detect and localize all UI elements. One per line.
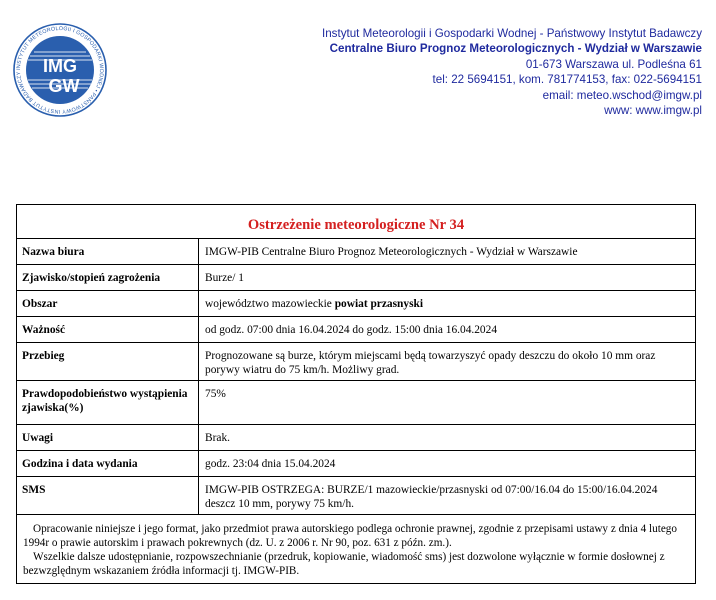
row-value: Burze/ 1 (205, 272, 244, 284)
table-row (17, 343, 695, 381)
row-label: Prawdopodobieństwo wystąpienia zjawiska(%) (17, 381, 199, 424)
row-label: Obszar (17, 291, 199, 316)
row-value (199, 291, 695, 316)
row-label: Zjawisko/stopień zagrożenia (17, 265, 199, 290)
row-value: 75% (205, 388, 226, 400)
table-row (17, 451, 695, 477)
copyright-paragraph: Opracowanie niniejsze i jego format, jako przedmiot prawa autorskiego podlega ochronie prawnej, zgodnie z przepisami ustawy z dnia 4 lutego 1994r o prawie autorskim i prawach pokrewnych (dz. U. z 2006 r. Nr 90, poz. 631 z późn. zm.). (23, 523, 677, 549)
imgw-logo-icon (12, 22, 108, 118)
row-value: od godz. 07:00 dnia 16.04.2024 do godz. 15:00 dnia 16.04.2024 (205, 324, 498, 336)
institute-email[interactable]: email: meteo.wschod@imgw.pl (542, 88, 702, 102)
logo-ring-text: INSTYTUT METEOROLOGII I GOSPODARKI WODNEJ • PAŃSTWOWY INSTYTUT BADAWCZY (15, 25, 105, 115)
institute-name: Instytut Meteorologii i Gospodarki Wodnej - Państwowy Instytut Badawczy (322, 27, 702, 40)
logo-text-top: IMG (43, 56, 77, 76)
row-value: IMGW-PIB OSTRZEGA: BURZE/1 mazowieckie/przasnyski od 07:00/16.04 do 15:00/16.04.2024 deszcz 10 mm, porywy 75 km/h. (205, 484, 658, 510)
table-row (17, 425, 695, 451)
row-label: Przebieg (17, 343, 199, 380)
row-label: Uwagi (17, 425, 199, 450)
area-district: powiat przasnyski (334, 298, 423, 310)
table-row (17, 381, 695, 425)
office-name: Centralne Biuro Prognoz Meteorologicznych - Wydział w Warszawie (329, 42, 702, 56)
row-value: godz. 23:04 dnia 15.04.2024 (205, 458, 336, 470)
row-label: SMS (17, 477, 199, 514)
row-label: Godzina i data wydania (17, 451, 199, 476)
institute-address: 01-673 Warszawa ul. Podleśna 61 (525, 57, 702, 71)
row-value: Prognozowane są burze, którym miejscami będą towarzyszyć opady deszczu do około 10 mm oraz porywy wiatru do 75 km/h. Możliwy grad. (205, 350, 656, 376)
copyright-note (17, 515, 695, 578)
logo-text-bottom: GW (48, 76, 80, 96)
table-row (17, 317, 695, 343)
row-label: Nazwa biura (17, 239, 199, 264)
institute-phone: tel: 22 5694151, kom. 781774153, fax: 022-5694151 (432, 73, 702, 87)
warning-table (16, 204, 696, 584)
institute-header (322, 26, 702, 118)
warning-title: Ostrzeżenie meteorologiczne Nr 34 (17, 205, 695, 239)
distribution-paragraph: Wszelkie dalsze udostępnianie, rozpowszechnianie (przedruk, kopiowanie, wiadomość sms) jest dozwolone wyłącznie w formie dosłownej z bezwzględnym wskazaniem źródła informacji tj. IMGW-PIB. (23, 551, 665, 577)
table-row (17, 265, 695, 291)
table-row (17, 291, 695, 317)
row-value: IMGW-PIB Centralne Biuro Prognoz Meteorologicznych - Wydział w Warszawie (205, 246, 578, 258)
row-value: Brak. (205, 432, 230, 444)
row-label: Ważność (17, 317, 199, 342)
institute-website[interactable]: www: www.imgw.pl (604, 104, 702, 118)
table-row (17, 239, 695, 265)
table-row (17, 477, 695, 515)
area-province: województwo mazowieckie (205, 298, 332, 310)
